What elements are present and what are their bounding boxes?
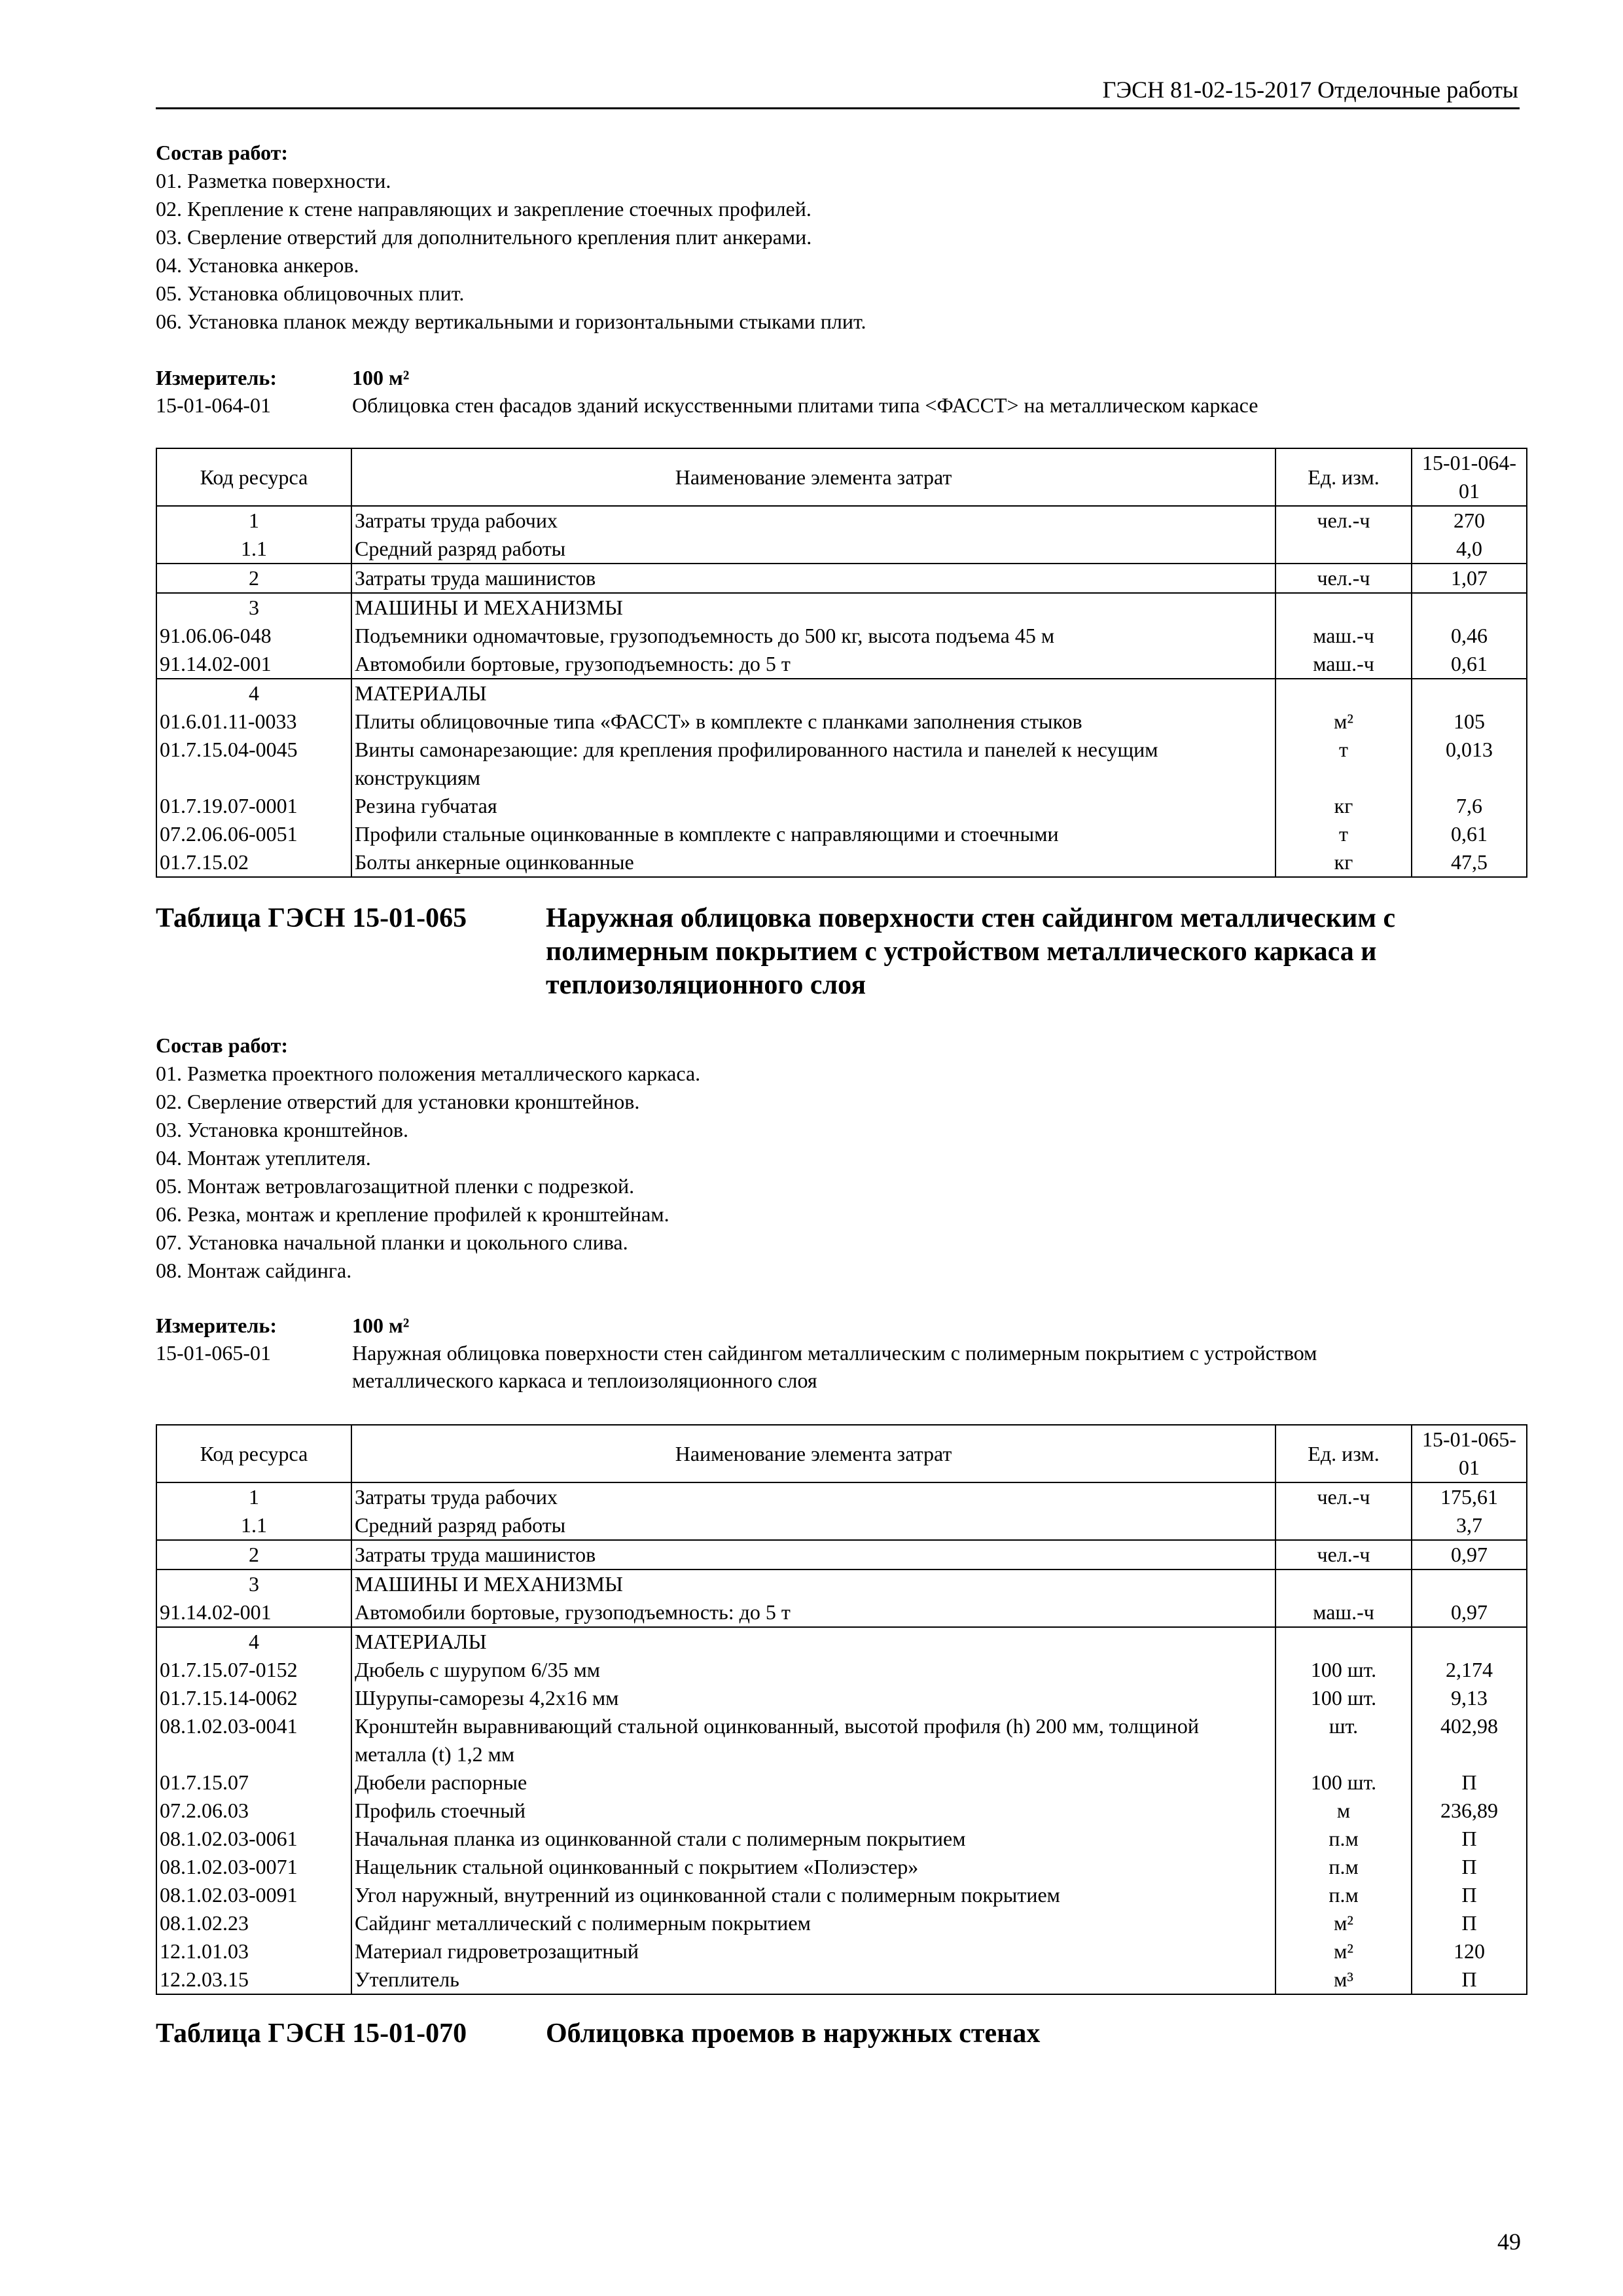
resource-code: 3 <box>156 1570 351 1598</box>
table-row <box>156 1712 1527 1768</box>
header-value: 15-01-064-01 <box>1412 448 1527 506</box>
meter-value: 100 м² <box>352 366 410 389</box>
resource-code: 01.7.15.02 <box>156 848 351 877</box>
table-row <box>156 1881 1527 1909</box>
cost-item-name: Подъемники одномачтовые, грузоподъемность до 500 кг, высота подъема 45 м <box>351 622 1275 650</box>
norm-value: П <box>1412 1881 1527 1909</box>
table-row <box>156 708 1527 736</box>
work-item: 05. Установка облицовочных плит. <box>156 281 465 305</box>
cost-item-name: Сайдинг металлический с полимерным покрытием <box>351 1909 1275 1937</box>
resource-code: 08.1.02.03-0041 <box>156 1712 351 1768</box>
unit <box>1275 535 1412 564</box>
resource-table-15-01-064 <box>156 448 1527 878</box>
norm-value: 7,6 <box>1412 792 1527 820</box>
table-section-row <box>156 679 1527 708</box>
header-value: 15-01-065-01 <box>1412 1425 1527 1482</box>
meter-label: Измеритель: <box>156 1314 277 1337</box>
header-unit: Ед. изм. <box>1275 448 1412 506</box>
unit: п.м <box>1275 1881 1412 1909</box>
unit: т <box>1275 820 1412 848</box>
work-item: 05. Монтаж ветровлагозащитной пленки с подрезкой. <box>156 1174 635 1198</box>
unit: 100 шт. <box>1275 1656 1412 1684</box>
norm-value: 236,89 <box>1412 1797 1527 1825</box>
resource-table-15-01-065 <box>156 1424 1527 1995</box>
norm-description-cont: металлического каркаса и теплоизоляционного слоя <box>352 1369 817 1392</box>
table-row <box>156 564 1527 593</box>
table-section-row <box>156 1627 1527 1656</box>
meter-value: 100 м² <box>352 1314 410 1337</box>
cost-item-name: Шурупы-саморезы 4,2х16 мм <box>351 1684 1275 1712</box>
cost-item-name: Начальная планка из оцинкованной стали с полимерным покрытием <box>351 1825 1275 1853</box>
norm-value: П <box>1412 1909 1527 1937</box>
resource-code: 01.7.15.04-0045 <box>156 736 351 792</box>
unit: чел.-ч <box>1275 506 1412 535</box>
cost-item-name: Плиты облицовочные типа «ФАССТ» в комплекте с планками заполнения стыков <box>351 708 1275 736</box>
norm-value: 3,7 <box>1412 1511 1527 1540</box>
norm-value: П <box>1412 1768 1527 1797</box>
resource-code: 91.14.02-001 <box>156 1598 351 1627</box>
norm-value: 175,61 <box>1412 1482 1527 1511</box>
unit: м² <box>1275 708 1412 736</box>
unit: шт. <box>1275 1712 1412 1768</box>
table-row <box>156 1937 1527 1965</box>
table-row <box>156 848 1527 877</box>
norm-value: 1,07 <box>1412 564 1527 593</box>
resource-code: 91.06.06-048 <box>156 622 351 650</box>
cost-item-name: Затраты труда машинистов <box>351 1540 1275 1570</box>
resource-code: 2 <box>156 564 351 593</box>
unit: п.м <box>1275 1825 1412 1853</box>
header-rule <box>156 107 1520 109</box>
resource-code: 01.7.15.07 <box>156 1768 351 1797</box>
cost-item-name: Кронштейн выравнивающий стальной оцинкованный, высотой профиля (h) 200 мм, толщиной металла (t) 1,2 мм <box>351 1712 1275 1768</box>
resource-code: 4 <box>156 1627 351 1656</box>
unit: 100 шт. <box>1275 1768 1412 1797</box>
table-row <box>156 1540 1527 1570</box>
norm-value: 270 <box>1412 506 1527 535</box>
unit: кг <box>1275 848 1412 877</box>
table-row <box>156 1965 1527 1994</box>
norm-value: 105 <box>1412 708 1527 736</box>
norm-value: 2,174 <box>1412 1656 1527 1684</box>
resource-code: 2 <box>156 1540 351 1570</box>
unit: п.м <box>1275 1853 1412 1881</box>
resource-code: 01.7.15.07-0152 <box>156 1656 351 1684</box>
table-section-row <box>156 1570 1527 1598</box>
table-label: Таблица ГЭСН 15-01-070 <box>156 2018 467 2049</box>
work-composition-title: Состав работ: <box>156 1033 289 1057</box>
norm-value <box>1412 1627 1527 1656</box>
cost-item-name: Винты самонарезающие: для крепления профилированного настила и панелей к несущим конструкциям <box>351 736 1275 792</box>
table-row <box>156 1853 1527 1881</box>
table-title: Облицовка проемов в наружных стенах <box>546 2018 1041 2049</box>
unit: чел.-ч <box>1275 1482 1412 1511</box>
running-header: ГЭСН 81-02-15-2017 Отделочные работы <box>1102 77 1518 103</box>
header-unit: Ед. изм. <box>1275 1425 1412 1482</box>
cost-item-name: Средний разряд работы <box>351 535 1275 564</box>
norm-value: 402,98 <box>1412 1712 1527 1768</box>
resource-code: 08.1.02.03-0091 <box>156 1881 351 1909</box>
work-item: 01. Разметка поверхности. <box>156 169 391 192</box>
header-code: Код ресурса <box>156 448 351 506</box>
cost-item-name: МАТЕРИАЛЫ <box>351 1627 1275 1656</box>
norm-value <box>1412 593 1527 622</box>
table-row <box>156 622 1527 650</box>
work-item: 07. Установка начальной планки и цокольного слива. <box>156 1230 628 1254</box>
work-item: 04. Установка анкеров. <box>156 253 359 277</box>
table-row <box>156 650 1527 679</box>
norm-value <box>1412 1570 1527 1598</box>
work-item: 02. Крепление к стене направляющих и закрепление стоечных профилей. <box>156 197 812 221</box>
resource-code: 07.2.06.06-0051 <box>156 820 351 848</box>
norm-value: 120 <box>1412 1937 1527 1965</box>
table-row <box>156 1482 1527 1511</box>
cost-item-name: Болты анкерные оцинкованные <box>351 848 1275 877</box>
table-row <box>156 1825 1527 1853</box>
header-code: Код ресурса <box>156 1425 351 1482</box>
table-row <box>156 1768 1527 1797</box>
cost-item-name: МАШИНЫ И МЕХАНИЗМЫ <box>351 1570 1275 1598</box>
table-row <box>156 1909 1527 1937</box>
cost-item-name: Нащельник стальной оцинкованный с покрытием «Полиэстер» <box>351 1853 1275 1881</box>
resource-code: 08.1.02.23 <box>156 1909 351 1937</box>
table-row <box>156 1511 1527 1540</box>
table-row <box>156 535 1527 564</box>
header-name: Наименование элемента затрат <box>351 448 1275 506</box>
resource-code: 01.7.15.14-0062 <box>156 1684 351 1712</box>
norm-code: 15-01-064-01 <box>156 393 271 417</box>
norm-value: 0,46 <box>1412 622 1527 650</box>
unit: 100 шт. <box>1275 1684 1412 1712</box>
unit: маш.-ч <box>1275 650 1412 679</box>
norm-value: П <box>1412 1853 1527 1881</box>
table-row <box>156 1684 1527 1712</box>
header-name: Наименование элемента затрат <box>351 1425 1275 1482</box>
norm-value: 9,13 <box>1412 1684 1527 1712</box>
work-item: 06. Резка, монтаж и крепление профилей к кронштейнам. <box>156 1202 669 1226</box>
unit: маш.-ч <box>1275 1598 1412 1627</box>
norm-description: Облицовка стен фасадов зданий искусственными плитами типа <ФАССТ> на металлическом каркасе <box>352 393 1258 417</box>
cost-item-name: МАШИНЫ И МЕХАНИЗМЫ <box>351 593 1275 622</box>
cost-item-name: Средний разряд работы <box>351 1511 1275 1540</box>
cost-item-name: Затраты труда машинистов <box>351 564 1275 593</box>
cost-item-name: Материал гидроветрозащитный <box>351 1937 1275 1965</box>
resource-code: 1.1 <box>156 535 351 564</box>
work-composition-title: Состав работ: <box>156 141 289 164</box>
unit: чел.-ч <box>1275 1540 1412 1570</box>
resource-code: 08.1.02.03-0071 <box>156 1853 351 1881</box>
resource-code: 12.2.03.15 <box>156 1965 351 1994</box>
work-item: 01. Разметка проектного положения металлического каркаса. <box>156 1062 701 1085</box>
norm-value: 47,5 <box>1412 848 1527 877</box>
cost-item-name: Дюбель с шурупом 6/35 мм <box>351 1656 1275 1684</box>
norm-value: 0,61 <box>1412 650 1527 679</box>
unit: м² <box>1275 1909 1412 1937</box>
unit: т <box>1275 736 1412 792</box>
work-composition-2 <box>156 1031 1520 1285</box>
resource-code: 4 <box>156 679 351 708</box>
norm-value <box>1412 679 1527 708</box>
table-row <box>156 736 1527 792</box>
norm-description: Наружная облицовка поверхности стен сайдингом металлическим с полимерным покрытием с устройством <box>352 1341 1317 1365</box>
table-row <box>156 506 1527 535</box>
unit: маш.-ч <box>1275 622 1412 650</box>
table-row <box>156 1797 1527 1825</box>
resource-code: 12.1.01.03 <box>156 1937 351 1965</box>
work-item: 04. Монтаж утеплителя. <box>156 1146 371 1170</box>
unit <box>1275 1570 1412 1598</box>
unit: м³ <box>1275 1965 1412 1994</box>
work-item: 03. Установка кронштейнов. <box>156 1118 408 1141</box>
page-number: 49 <box>1497 2229 1521 2255</box>
cost-item-name: Затраты труда рабочих <box>351 1482 1275 1511</box>
norm-value: 0,013 <box>1412 736 1527 792</box>
cost-item-name: Дюбели распорные <box>351 1768 1275 1797</box>
table-row <box>156 792 1527 820</box>
cost-item-name: Профили стальные оцинкованные в комплекте с направляющими и стоечными <box>351 820 1275 848</box>
resource-code: 3 <box>156 593 351 622</box>
norm-value: П <box>1412 1965 1527 1994</box>
work-item: 08. Монтаж сайдинга. <box>156 1259 352 1282</box>
norm-value: П <box>1412 1825 1527 1853</box>
resource-code: 01.6.01.11-0033 <box>156 708 351 736</box>
cost-item-name: Затраты труда рабочих <box>351 506 1275 535</box>
table-title: Наружная облицовка поверхности стен сайдингом металлическим с полимерным покрытием с устройством металлического каркаса и теплоизоляционного слоя <box>546 903 1396 1000</box>
resource-code: 07.2.06.03 <box>156 1797 351 1825</box>
table-row <box>156 1598 1527 1627</box>
resource-code: 1 <box>156 506 351 535</box>
cost-item-name: МАТЕРИАЛЫ <box>351 679 1275 708</box>
table-row <box>156 820 1527 848</box>
resource-code: 1 <box>156 1482 351 1511</box>
cost-item-name: Утеплитель <box>351 1965 1275 1994</box>
table-label: Таблица ГЭСН 15-01-065 <box>156 903 467 933</box>
norm-code: 15-01-065-01 <box>156 1341 271 1365</box>
unit <box>1275 1627 1412 1656</box>
cost-item-name: Угол наружный, внутренний из оцинкованной стали с полимерным покрытием <box>351 1881 1275 1909</box>
cost-item-name: Резина губчатая <box>351 792 1275 820</box>
norm-value: 0,61 <box>1412 820 1527 848</box>
cost-item-name: Автомобили бортовые, грузоподъемность: до 5 т <box>351 650 1275 679</box>
unit: м <box>1275 1797 1412 1825</box>
work-composition-1 <box>156 139 1520 336</box>
work-item: 02. Сверление отверстий для установки кронштейнов. <box>156 1090 640 1113</box>
cost-item-name: Профиль стоечный <box>351 1797 1275 1825</box>
unit <box>1275 679 1412 708</box>
norm-value: 4,0 <box>1412 535 1527 564</box>
resource-code: 91.14.02-001 <box>156 650 351 679</box>
work-item: 06. Установка планок между вертикальными и горизонтальными стыками плит. <box>156 310 866 333</box>
norm-value: 0,97 <box>1412 1540 1527 1570</box>
unit: кг <box>1275 792 1412 820</box>
work-item: 03. Сверление отверстий для дополнительного крепления плит анкерами. <box>156 225 812 249</box>
resource-code: 1.1 <box>156 1511 351 1540</box>
resource-code: 08.1.02.03-0061 <box>156 1825 351 1853</box>
cost-item-name: Автомобили бортовые, грузоподъемность: до 5 т <box>351 1598 1275 1627</box>
table-section-row <box>156 593 1527 622</box>
unit: чел.-ч <box>1275 564 1412 593</box>
unit: м² <box>1275 1937 1412 1965</box>
unit <box>1275 1511 1412 1540</box>
unit <box>1275 593 1412 622</box>
table-row <box>156 1656 1527 1684</box>
norm-value: 0,97 <box>1412 1598 1527 1627</box>
meter-label: Измеритель: <box>156 366 277 389</box>
resource-code: 01.7.19.07-0001 <box>156 792 351 820</box>
